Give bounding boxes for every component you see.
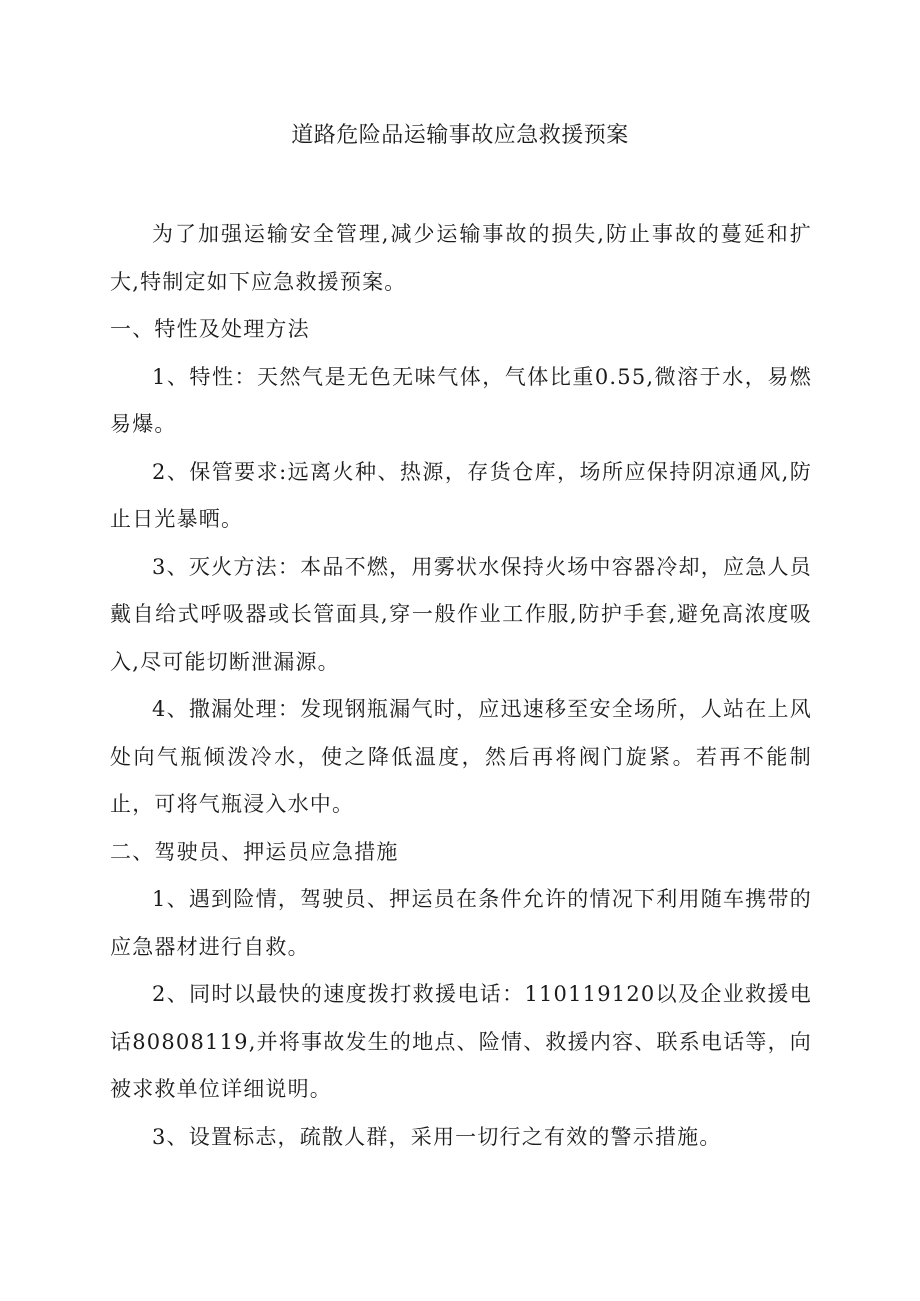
section-heading-properties: 一、特性及处理方法 — [110, 317, 310, 341]
section1-item-1: 1、特性：天然气是无色无味气体，气体比重0.55,微溶于水，易燃易爆。 — [110, 364, 812, 436]
document-title: 道路危险品运输事故应急救援预案 — [291, 123, 629, 148]
section1-item-2: 2、保管要求:远离火种、热源，存货仓库，场所应保持阴凉通风,防止日光暴晒。 — [110, 459, 812, 531]
section2-item-1: 1、遇到险情，驾驶员、押运员在条件允许的情况下利用随车携带的应急器材进行自救。 — [110, 887, 812, 959]
document-body — [110, 211, 812, 1161]
section1-item-4: 4、撒漏处理：发现钢瓶漏气时，应迅速移至安全场所，人站在上风处向气瓶倾泼冷水，使之降低温度，然后再将阀门旋紧。若再不能制止，可将气瓶浸入水中。 — [110, 697, 812, 816]
section2-item-3: 3、设置标志，疏散人群，采用一切行之有效的警示措施。 — [152, 1124, 722, 1149]
section2-item-2: 2、同时以最快的速度拨打救援电话：110119120以及企业救援电话80808119,并将事故发生的地点、险情、救援内容、联系电话等，向被求救单位详细说明。 — [110, 982, 812, 1101]
intro-paragraph: 为了加强运输安全管理,减少运输事故的损失,防止事故的蔓延和扩大,特制定如下应急救援预案。 — [110, 222, 812, 294]
section1-item-3: 3、灭火方法：本品不燃，用雾状水保持火场中容器冷却，应急人员戴自给式呼吸器或长管面具,穿一般作业工作服,防护手套,避免高浓度吸入,尽可能切断泄漏源。 — [110, 554, 812, 674]
section-heading-driver-measures: 二、驾驶员、押运员应急措施 — [110, 839, 399, 864]
